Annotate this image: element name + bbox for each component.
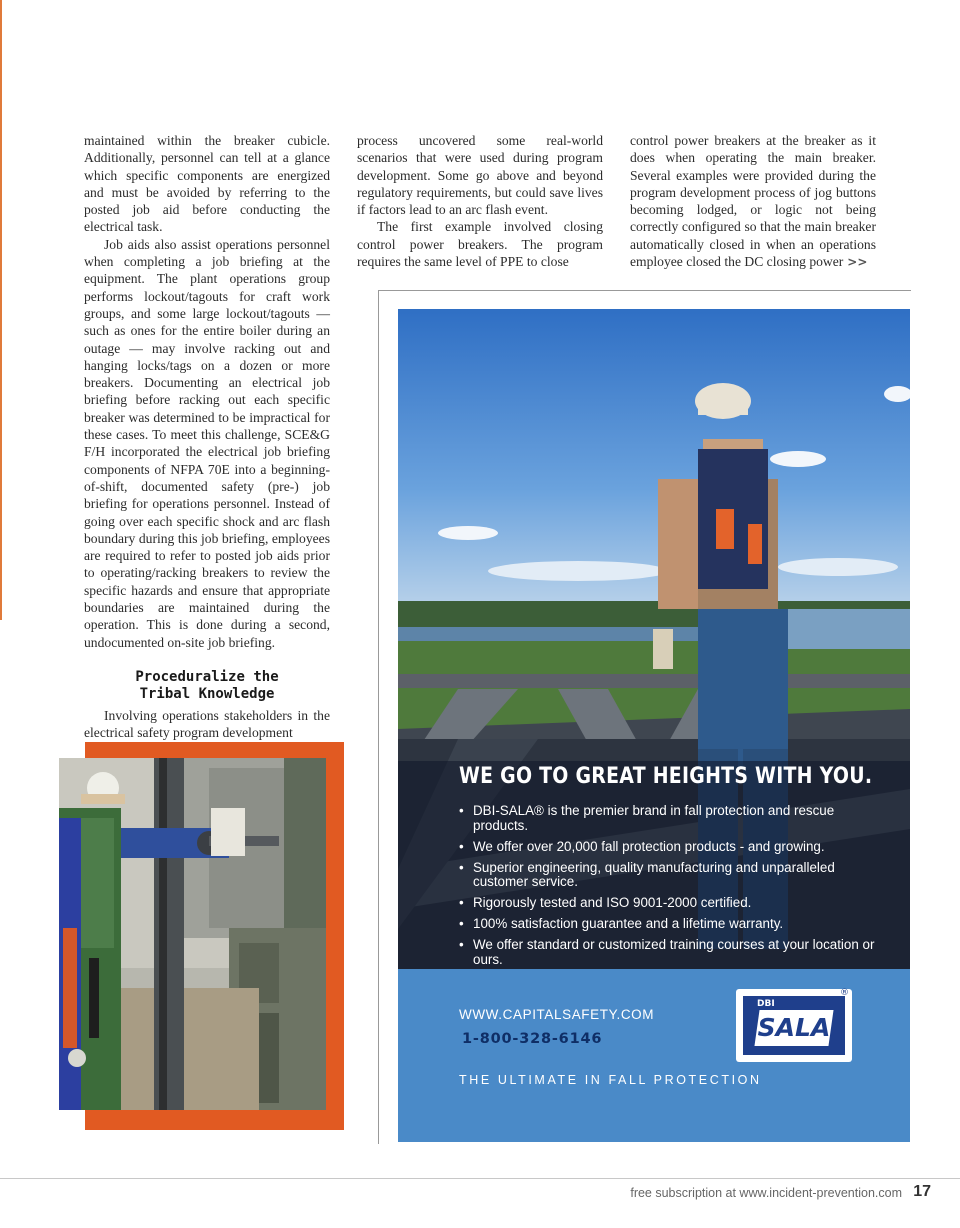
registered-mark-icon: ® [840,988,849,998]
subhead-line-1: Proceduralize the [135,668,279,685]
logo-sala-text: SALA [757,1013,831,1042]
ad-bullet: • We offer standard or customized training courses at your location or ours. [459,938,889,967]
breaker-racking-photo [59,758,326,1110]
ad-benefits-list [459,804,889,974]
logo-background [743,996,845,1055]
ad-bullet: • We offer over 20,000 fall protection products - and growing. [459,840,889,855]
section-subhead [84,669,330,703]
article-column-3 [630,132,876,271]
footer-divider [0,1178,960,1179]
article-paragraph [630,132,876,271]
ad-bullet: • Rigorously tested and ISO 9001-2000 certified. [459,896,889,911]
page-edge-accent-line [0,0,2,620]
breaker-photo-figure [59,742,344,1130]
article-column-1 [84,132,330,742]
article-paragraph: The first example involved closing control power breakers. The program requires the same level of PPE to close [357,219,603,270]
article-paragraph: process uncovered some real-world scenarios that were used during program development. Some go above and beyond regulatory requirements, but could save lives if factors lead to an arc flash event. [357,133,603,218]
article-paragraph: Job aids also assist operations personnel when completing a job briefing at the equipment. The plant operations group performs lockout/tagouts for craft work groups, and some large lockout/tagouts — such as ones for the entire boiler during an outage — may involve racking out and hanging locks/tags on a dozen or more breakers. Documenting an electrical job briefing before racking out each specific breaker was determined to be impractical for these cases. To meet this challenge, SCE&G F/H incorporated the electrical job briefing components of NFPA 70E into a beginning-of-shift, documented safety (pre-) job briefing for operations personnel. Instead of going over each specific shock and arc flash boundary during this job briefing, employees are required to refer to posted job aids prior to operating/racking breakers to review the specific hazards and ensure that appropriate boundaries are maintained during the operation. This is done during a second, undocumented on-site job briefing. [84,236,330,650]
subhead-line-2: Tribal Knowledge [139,685,275,702]
ad-bullet: • Superior engineering, quality manufacturing and unparalleled customer service. [459,861,889,890]
continue-arrow-icon: >> [847,255,868,270]
ad-website-link[interactable]: WWW.CAPITALSAFETY.COM [459,1007,655,1022]
article-paragraph-text: control power breakers at the breaker as it does when operating the main breaker. Several examples were provided during the program development process of jog buttons becoming lodged, or logic not being correctly configured so that the main breaker automatically closed in when an operations employee closed the DC closing power [630,133,876,270]
logo-dbi-text: DBI [757,999,775,1009]
footer-subscription-link[interactable]: free subscription at www.incident-prevention.com [630,1186,902,1200]
dbi-sala-logo [736,989,852,1062]
ad-bullet: • 100% satisfaction guarantee and a lifetime warranty. [459,917,889,932]
page-number: 17 [913,1183,931,1200]
ad-tagline: THE ULTIMATE IN FALL PROTECTION [459,1073,762,1087]
ad-contact-panel [398,969,910,1142]
ad-phone-number[interactable]: 1-800-328-6146 [462,1031,603,1047]
ad-bullet: • DBI-SALA® is the premier brand in fall protection and rescue products. [459,804,889,833]
article-column-2 [357,132,603,270]
article-paragraph: Involving operations stakeholders in the electrical safety program development [84,707,330,741]
capital-safety-advertisement[interactable] [398,309,910,1142]
ad-headline: WE GO TO GREAT HEIGHTS WITH YOU. [459,764,873,789]
article-paragraph: maintained within the breaker cubicle. Additionally, personnel can tell at a glance which specific components are energized and must be avoided by referring to the posted job aid before conducting the electrical task. [84,133,330,235]
